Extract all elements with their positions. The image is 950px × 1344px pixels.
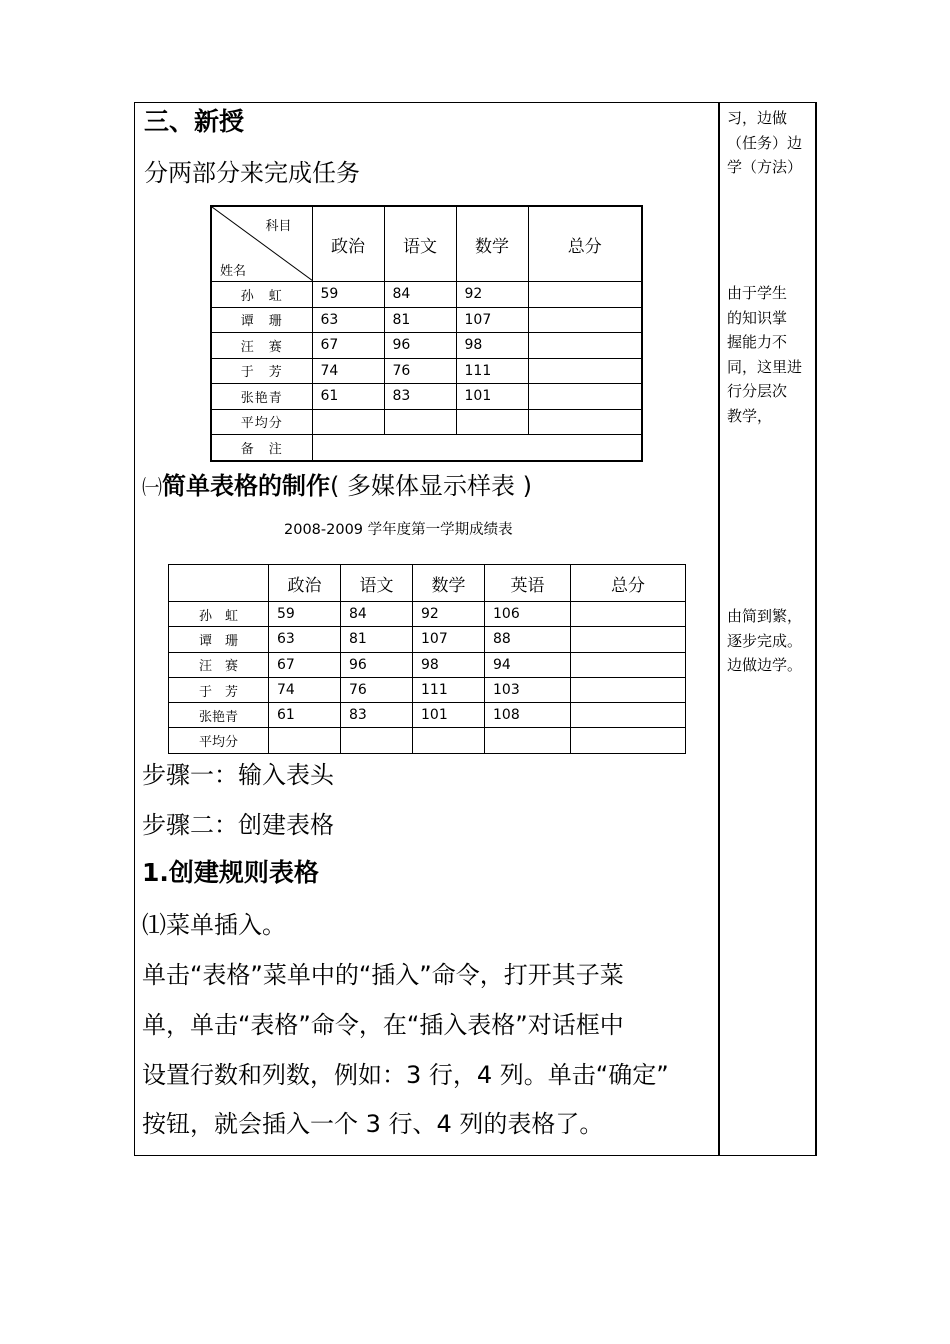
- table-cell: 59: [269, 602, 341, 627]
- average-label: 平均分: [211, 409, 312, 435]
- table-row: [211, 435, 642, 461]
- student-name: 谭 珊: [211, 307, 312, 333]
- table-cell: 59: [312, 282, 384, 308]
- paragraph-line: 单，单击“表格”命令，在“插入表格”对话框中: [142, 1011, 624, 1039]
- table-header: 政治: [269, 565, 341, 602]
- table-row: [211, 384, 642, 410]
- table-cell: 76: [341, 677, 413, 702]
- column-divider: [718, 102, 720, 1156]
- table-header: 语文: [341, 565, 413, 602]
- table-cell: 76: [384, 358, 456, 384]
- table-cell: [312, 409, 384, 435]
- table-row: [211, 358, 642, 384]
- diag-top-label: 科目: [265, 219, 292, 234]
- table-cell: 88: [485, 627, 571, 652]
- side-note-line: 逐步完成。: [727, 631, 803, 650]
- table-header: 英语: [485, 565, 571, 602]
- table-cell: [571, 652, 686, 677]
- table-row: [211, 409, 642, 435]
- table-cell: 103: [485, 677, 571, 702]
- table-cell: 74: [269, 677, 341, 702]
- student-name: 汪 赛: [169, 652, 269, 677]
- table-row: [211, 282, 642, 308]
- subsection-title: 简单表格的制作: [162, 472, 330, 500]
- table-row: [169, 602, 686, 627]
- table-cell: [269, 728, 341, 753]
- table-cell: [413, 728, 485, 753]
- table-cell: [528, 409, 642, 435]
- table-cell: 101: [413, 703, 485, 728]
- student-name: 于 芳: [211, 358, 312, 384]
- step-one: 步骤一：输入表头: [142, 761, 334, 789]
- table-cell: 61: [269, 703, 341, 728]
- side-note-line: 边做边学。: [727, 656, 803, 674]
- remark-label: 备 注: [211, 435, 312, 461]
- table-row: [211, 307, 642, 333]
- table-cell: 98: [456, 333, 528, 359]
- table-header: 数学: [413, 565, 485, 602]
- table-cell: 83: [384, 384, 456, 410]
- paragraph-line: 按钮，就会插入一个 3 行、4 列的表格了。: [142, 1110, 604, 1138]
- student-name: 于 芳: [169, 677, 269, 702]
- table-cell: [528, 307, 642, 333]
- subsection-heading: [142, 466, 532, 501]
- table-cell: [571, 602, 686, 627]
- table-cell: 84: [341, 602, 413, 627]
- table-row: [169, 627, 686, 652]
- frame-right-edge: [815, 102, 816, 1156]
- table-cell: 108: [485, 703, 571, 728]
- student-name: 孙 虹: [211, 282, 312, 308]
- table-cell: 67: [269, 652, 341, 677]
- side-note-line: 习，边做: [727, 109, 788, 127]
- table-cell: [571, 703, 686, 728]
- intro-text: 分两部分来完成任务: [144, 159, 360, 187]
- table-cell: 63: [312, 307, 384, 333]
- table-cell: [528, 384, 642, 410]
- table-cell: 67: [312, 333, 384, 359]
- table-cell: [341, 728, 413, 753]
- table-header: 政治: [312, 206, 384, 282]
- subsection-note: ( 多媒体显示样表 ): [330, 472, 532, 500]
- table-row: [169, 703, 686, 728]
- subsection-marker: ㈠: [142, 475, 162, 499]
- score-table-diagonal: [210, 205, 643, 462]
- table-cell: [571, 728, 686, 753]
- side-note-line: 由于学生: [727, 284, 788, 302]
- table-cell: [528, 333, 642, 359]
- side-note-method: [727, 106, 802, 180]
- diag-bottom-label: 姓名: [220, 264, 247, 279]
- table-cell: 106: [485, 602, 571, 627]
- side-note-line: 同，这里进: [727, 357, 803, 376]
- table-cell: 98: [413, 652, 485, 677]
- side-note-layered-teaching: [727, 281, 802, 428]
- table-cell: 111: [456, 358, 528, 384]
- step-two: 步骤二：创建表格: [142, 811, 334, 839]
- table-cell: 96: [384, 333, 456, 359]
- table-cell: 107: [456, 307, 528, 333]
- table-cell: 92: [413, 602, 485, 627]
- table-cell: [528, 358, 642, 384]
- student-name: 孙 虹: [169, 602, 269, 627]
- table-cell: 84: [384, 282, 456, 308]
- score-table: [168, 564, 686, 754]
- table-cell: 92: [456, 282, 528, 308]
- table-cell: [528, 282, 642, 308]
- table-cell: 107: [413, 627, 485, 652]
- diagonal-header-cell: [211, 206, 312, 282]
- table-cell: 81: [341, 627, 413, 652]
- table-cell: 111: [413, 677, 485, 702]
- table-cell: 94: [485, 652, 571, 677]
- side-note-line: 教学，: [727, 406, 773, 425]
- table-cell: [571, 627, 686, 652]
- remark-cell: [312, 435, 642, 461]
- table-row: [169, 652, 686, 677]
- student-name: 谭 珊: [169, 627, 269, 652]
- average-label: 平均分: [169, 728, 269, 753]
- table-cell: 96: [341, 652, 413, 677]
- table-cell: 61: [312, 384, 384, 410]
- table-row: [169, 728, 686, 753]
- table-row: [169, 677, 686, 702]
- side-note-line: （任务）边: [727, 133, 803, 152]
- paragraph-line: 设置行数和列数，例如：3 行，4 列。单击“确定”: [142, 1061, 669, 1089]
- table-cell: 63: [269, 627, 341, 652]
- side-note-simple-to-complex: [727, 604, 802, 678]
- side-note-line: 学（方法）: [727, 158, 803, 176]
- table-header: 总分: [571, 565, 686, 602]
- table-cell: [571, 677, 686, 702]
- table-row: [211, 333, 642, 359]
- paragraph-line: 单击“表格”菜单中的“插入”命令，打开其子菜: [142, 961, 624, 989]
- section-title: 三、新授: [144, 107, 245, 136]
- side-note-line: 由简到繁，: [727, 607, 803, 625]
- table-cell: [384, 409, 456, 435]
- table-cell: [485, 728, 571, 753]
- student-name: 汪 赛: [211, 333, 312, 359]
- side-note-line: 行分层次: [727, 382, 788, 400]
- table-header: 语文: [384, 206, 456, 282]
- table-cell: 74: [312, 358, 384, 384]
- table-header: 总分: [528, 206, 642, 282]
- side-note-line: 握能力不: [727, 333, 788, 351]
- table-header: [169, 565, 269, 602]
- heading-create-regular-table: 1.创建规则表格: [142, 858, 319, 887]
- side-note-line: 的知识掌: [727, 308, 788, 327]
- table-cell: 81: [384, 307, 456, 333]
- student-name: 张艳青: [169, 703, 269, 728]
- table-cell: 101: [456, 384, 528, 410]
- table-cell: 83: [341, 703, 413, 728]
- table-cell: [456, 409, 528, 435]
- table-header: 数学: [456, 206, 528, 282]
- student-name: 张艳青: [211, 384, 312, 410]
- table-caption: 2008-2009 学年度第一学期成绩表: [284, 522, 513, 538]
- menu-insert-subheading: ⑴菜单插入。: [142, 911, 286, 939]
